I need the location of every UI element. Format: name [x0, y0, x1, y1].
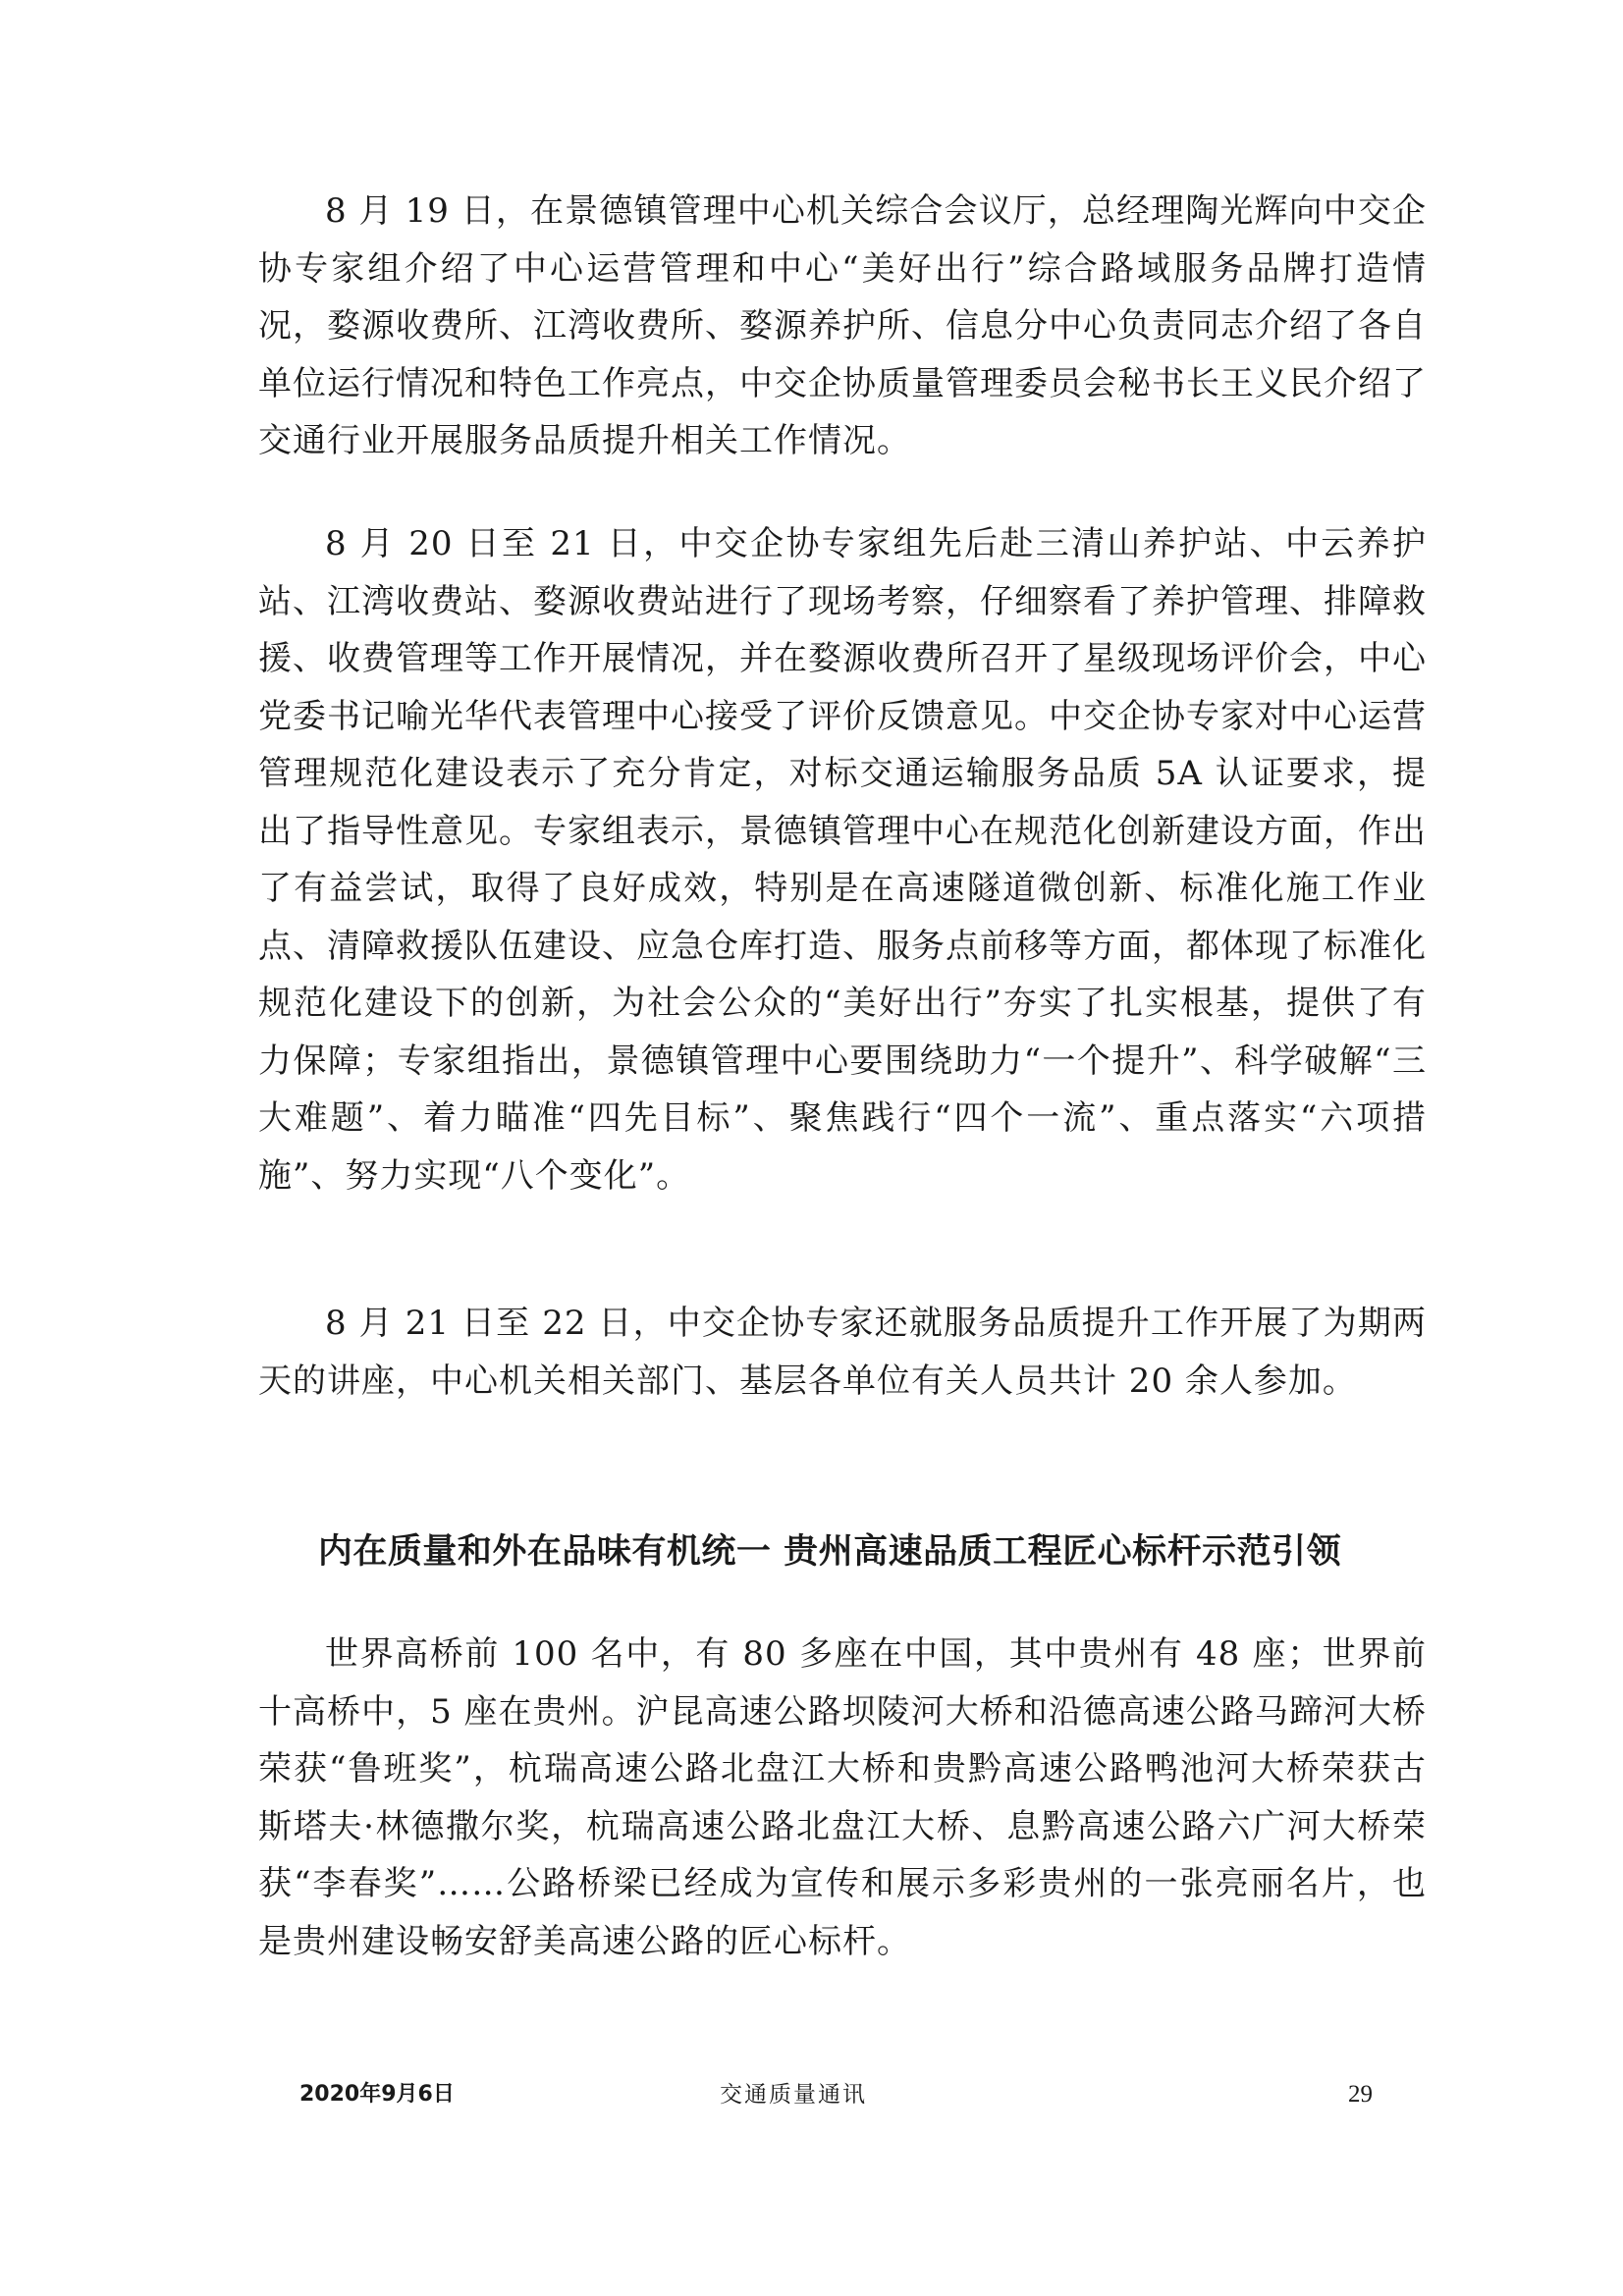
body-paragraph-3: 8 月 21 日至 22 日，中交企协专家还就服务品质提升工作开展了为期两天的讲座，中心机关相关部门、基层各单位有关人员共计 20 余人参加。	[258, 1304, 1427, 1401]
body-paragraph-2: 8 月 20 日至 21 日，中交企协专家组先后赴三清山养护站、中云养护站、江湾收费站、婺源收费站进行了现场考察，仔细察看了养护管理、排障救援、收费管理等工作开展情况，并在婺源收费所召开了星级现场评价会，中心党委书记喻光华代表管理中心接受了评价反馈意见。中交企协专家对中心运营管理规范化建设表示了充分肯定，对标交通运输服务品质 5A 认证要求，提出了指导性意见。专家组表示，景德镇管理中心在规范化创新建设方面，作出了有益尝试，取得了良好成效，特别是在高速隧道微创新、标准化施工作业点、清障救援队伍建设、应急仓库打造、服务点前移等方面，都体现了标准化规范化建设下的创新，为社会公众的“美好出行”夯实了扎实根基，提供了有力保障；专家组指出，景德镇管理中心要围绕助力“一个提升”、科学破解“三大难题”、着力瞄准“四先目标”、聚焦践行“四个一流”、重点落实“六项措施”、努力实现“八个变化”。	[258, 524, 1427, 1196]
page-number: 29	[1348, 2081, 1373, 2108]
article-headline: 内在质量和外在品味有机统一 贵州高速品质工程匠心标杆示范引领	[317, 1532, 1342, 1572]
page-footer	[258, 2075, 1427, 2114]
footer-date: 2020年9月6日	[299, 2082, 455, 2107]
body-paragraph-1: 8 月 19 日，在景德镇管理中心机关综合会议厅，总经理陶光辉向中交企协专家组介绍了中心运营管理和中心“美好出行”综合路域服务品牌打造情况，婺源收费所、江湾收费所、婺源养护所、信息分中心负责同志介绍了各自单位运行情况和特色工作亮点，中交企协质量管理委员会秘书长王义民介绍了交通行业开展服务品质提升相关工作情况。	[258, 191, 1427, 460]
footer-publication: 交通质量通讯	[720, 2082, 867, 2108]
article-paragraph: 世界高桥前 100 名中，有 80 多座在中国，其中贵州有 48 座；世界前十高桥中，5 座在贵州。沪昆高速公路坝陵河大桥和沿德高速公路马蹄河大桥荣获“鲁班奖”，杭瑞高速公路北盘江大桥和贵黔高速公路鸭池河大桥荣获古斯塔夫·林德撒尔奖，杭瑞高速公路北盘江大桥、息黔高速公路六广河大桥荣获“李春奖”……公路桥梁已经成为宣传和展示多彩贵州的一张亮丽名片，也是贵州建设畅安舒美高速公路的匠心标杆。	[258, 1634, 1427, 1961]
